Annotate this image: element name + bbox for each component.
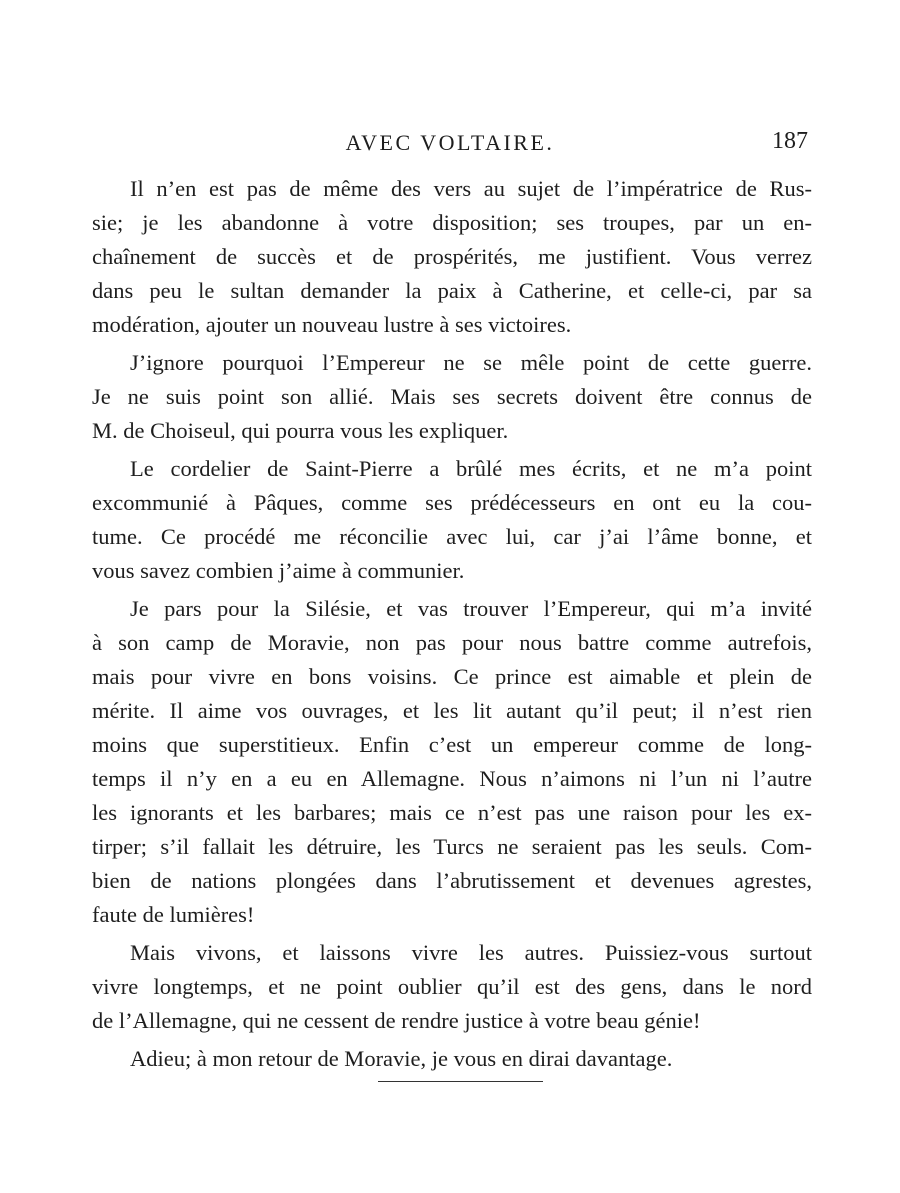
paragraph-5	[92, 936, 812, 1038]
text-line: les ignorants et les barbares; mais ce n’est pas une raison pour les ex-	[92, 800, 812, 825]
text-line: J’ignore pourquoi l’Empereur ne se mêle point de cette guerre.	[130, 350, 812, 375]
text-line: moins que superstitieux. Enfin c’est un empereur comme de long-	[92, 732, 812, 757]
text-line: vivre longtemps, et ne point oublier qu’il est des gens, dans le nord	[92, 974, 812, 999]
text-line: mérite. Il aime vos ouvrages, et les lit autant qu’il peut; il n’est rien	[92, 698, 812, 723]
body-text	[92, 172, 812, 1076]
text-line: Mais vivons, et laissons vivre les autres. Puissiez-vous surtout	[130, 940, 812, 965]
paragraph-3	[92, 452, 812, 588]
text-line: sie; je les abandonne à votre disposition; ses troupes, par un en-	[92, 210, 812, 235]
paragraph-1	[92, 172, 812, 342]
running-title: AVEC VOLTAIRE.	[345, 130, 555, 155]
text-line: Je pars pour la Silésie, et vas trouver l’Empereur, qui m’a invité	[130, 596, 812, 621]
text-line: tirper; s’il fallait les détruire, les Turcs ne seraient pas les seuls. Com-	[92, 834, 812, 859]
text-line: temps il n’y en a eu en Allemagne. Nous n’aimons ni l’un ni l’autre	[92, 766, 812, 791]
text-line: modération, ajouter un nouveau lustre à ses victoires.	[92, 312, 572, 337]
text-line: Adieu; à mon retour de Moravie, je vous en dirai davantage.	[130, 1046, 673, 1071]
end-rule	[378, 1081, 543, 1082]
text-line: chaînement de succès et de prospérités, me justifient. Vous verrez	[92, 244, 812, 269]
text-line: tume. Ce procédé me réconcilie avec lui, car j’ai l’âme bonne, et	[92, 524, 812, 549]
page-header	[0, 126, 900, 166]
text-line: mais pour vivre en bons voisins. Ce prince est aimable et plein de	[92, 664, 812, 689]
text-line: faute de lumières!	[92, 902, 255, 927]
text-line: vous savez combien j’aime à communier.	[92, 558, 465, 583]
paragraph-4	[92, 592, 812, 932]
text-line: de l’Allemagne, qui ne cessent de rendre justice à votre beau génie!	[92, 1008, 701, 1033]
text-line: dans peu le sultan demander la paix à Catherine, et celle-ci, par sa	[92, 278, 812, 303]
text-line: à son camp de Moravie, non pas pour nous battre comme autrefois,	[92, 630, 812, 655]
text-line: Je ne suis point son allié. Mais ses secrets doivent être connus de	[92, 384, 812, 409]
text-line: bien de nations plongées dans l’abrutissement et devenues agrestes,	[92, 868, 812, 893]
paragraph-6	[92, 1042, 812, 1076]
text-line: Il n’en est pas de même des vers au sujet de l’impératrice de Rus-	[130, 176, 812, 201]
paragraph-2	[92, 346, 812, 448]
text-line: Le cordelier de Saint-Pierre a brûlé mes écrits, et ne m’a point	[130, 456, 812, 481]
text-line: excommunié à Pâques, comme ses prédécesseurs en ont eu la cou-	[92, 490, 812, 515]
text-line: M. de Choiseul, qui pourra vous les expliquer.	[92, 418, 509, 443]
page-number: 187	[772, 128, 808, 154]
